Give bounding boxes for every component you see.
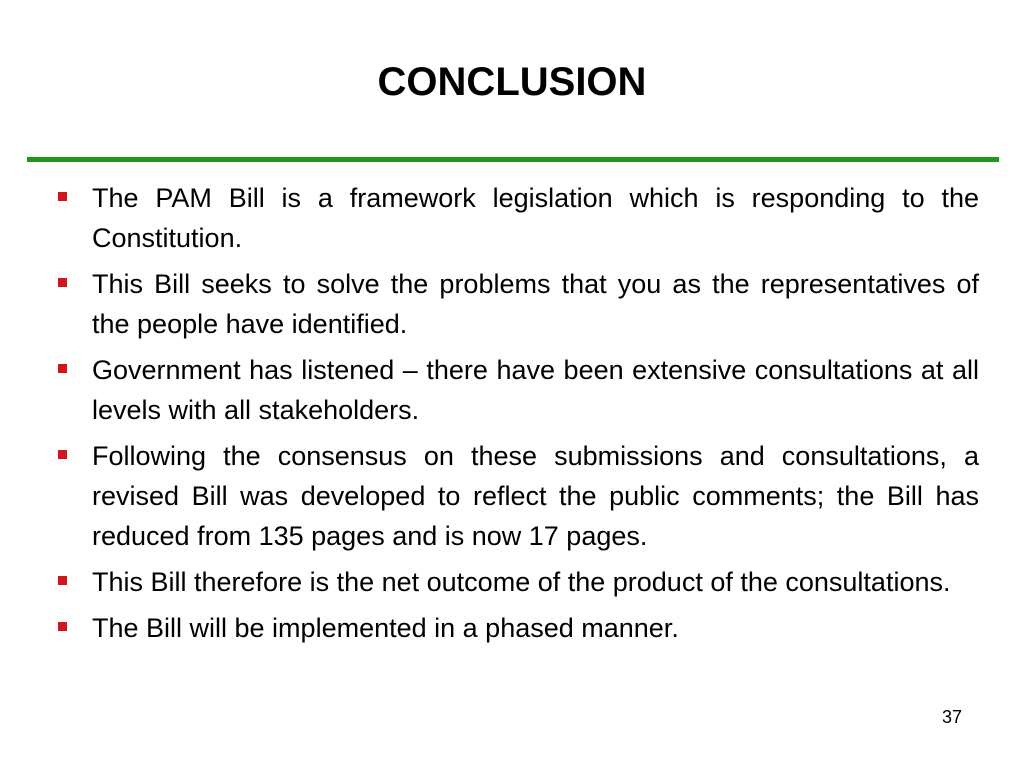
bullet-list	[52, 178, 979, 654]
slide-title: CONCLUSION	[377, 60, 647, 104]
bullet-text: The Bill will be implemented in a phased manner.	[92, 613, 679, 643]
bullet-item	[52, 264, 979, 344]
title-divider	[27, 157, 999, 162]
bullet-item	[52, 562, 979, 602]
bullet-text: The PAM Bill is a framework legislation which is responding to the Constitution.	[92, 183, 979, 253]
square-bullet-icon	[58, 622, 67, 631]
bullet-item	[52, 608, 979, 648]
bullet-text: Government has listened – there have been extensive consultations at all levels with all stakeholders.	[92, 355, 979, 425]
square-bullet-icon	[58, 192, 67, 201]
square-bullet-icon	[58, 450, 67, 459]
page-number: 37	[941, 707, 962, 727]
bullet-text: This Bill seeks to solve the problems that you as the representatives of the people have identified.	[92, 269, 979, 339]
bullet-item	[52, 436, 979, 556]
bullet-item	[52, 350, 979, 430]
bullet-item	[52, 178, 979, 258]
bullet-text: Following the consensus on these submissions and consultations, a revised Bill was developed to reflect the public comments; the Bill has reduced from 135 pages and is now 17 pages.	[92, 441, 979, 551]
square-bullet-icon	[58, 364, 67, 373]
square-bullet-icon	[58, 278, 67, 287]
bullet-text: This Bill therefore is the net outcome of the product of the consultations.	[92, 567, 951, 597]
square-bullet-icon	[58, 576, 67, 585]
